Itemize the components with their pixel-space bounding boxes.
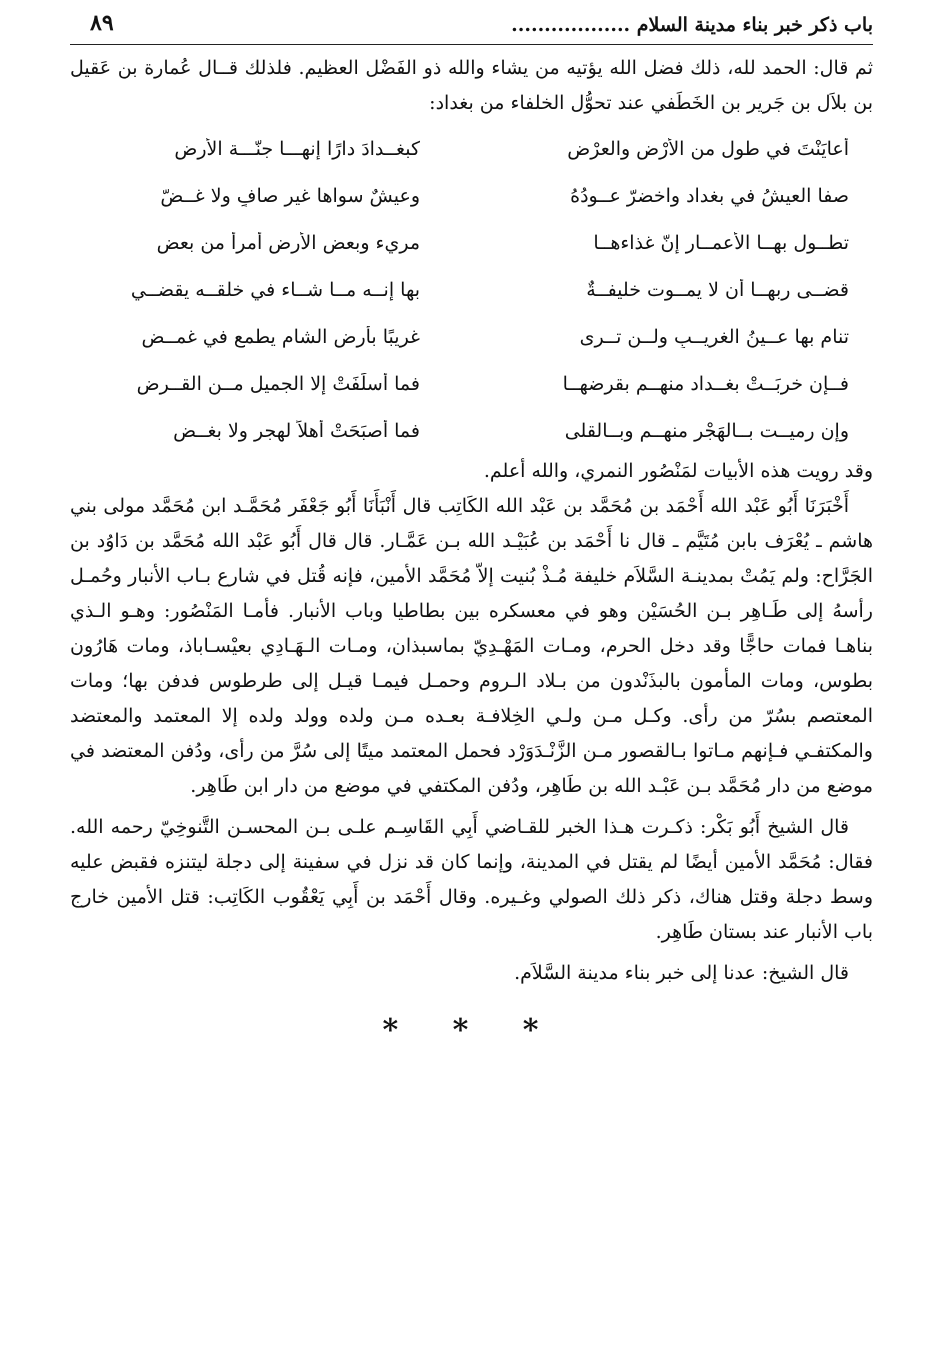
verse-second-hemistich: فما أسلَفَتْ إلا الجميل مــن القــرض xyxy=(136,372,420,395)
poem-verse xyxy=(100,219,849,266)
page-number: ٨٩ xyxy=(90,10,114,36)
section-separator: * * * xyxy=(382,1013,561,1048)
commentary-paragraph: قال الشيخ أَبُو بَكْر: ذكـرت هـذا الخبر للقـاضي أَبِي القَاسِـم علـى بـن المحسـن التَّنوخِيّ رحمه الله. فقال: مُحَمَّد الأمين أيضًا لم يقتل في المدينة، وإنما كان قد نزل في سفينة إلى دجلة ليتنزه فقبض عليه وسط دجلة وقتل هناك، ذكر ذلك الصولي وغـيره. وقال أَحْمَد بن أَبِي يَعْقُوب الكَاتِب: قتل الأمين خارج باب الأنبار عند بستان طَاهِر. xyxy=(70,816,873,943)
verse-second-hemistich: غريبًا بأرض الشام يطمع في غمــض xyxy=(141,325,420,348)
verse-second-hemistich: كبغــدادَ دارًا إنهـــا جنّـــة الأرض xyxy=(174,137,420,160)
verse-first-hemistich: فــإن خربَــتْ بغــداد منهــم بقرضهــا xyxy=(562,372,849,395)
narration-paragraph: أَخْبَرَنَا أَبُو عَبْد الله أَحْمَد بن مُحَمَّد بن عَبْد الله الكَاتِب قال أَنْبَأَنَا أَبُو جَعْفَر مُحَمَّـد ابن مُحَمَّد مولى بني هاشم ـ يُعْرَف بابن مُتَيَّم ـ قال نا أَحْمَد بن عُبَيْـد الله بـن عَمَّـار. قال قال أَبُو عَبْد الله مُحَمَّد بن دَاوُد بن الجَرَّاح: ولم يَمُتْ بمدينـة السَّلاَم خليفة مُـذْ بُنيت إلاّ مُحَمَّد الأمين، فإنه قُتل في شارع بـاب الأنبار وحُمـل رأسهُ إلى طَـاهِر بـن الحُسَيْن وهو في معسكره بين بطاطيا وباب الأنبار. فأمـا المَنْصُور: وهـو الـذي بناهـا فمات حاجًّا وقد دخل الحرم، ومـات المَهْـدِيّ بماسبذان، ومـات الـهَـادِي بعيْسـاباذ، ومات هَارُون بطوس، ومات المأمون بالبذَنْدون من بـلاد الـروم وحمـل فيمـا قيـل إلى طرطوس فدفن بها؛ ومات المعتصم بسُرّ من رأى. وكـل مـن ولـي الخِلافـة بعـده مـن ولده وولد ولده إلا المعتمد والمعتضد والمكتفـي فـإنهم مـاتوا بـالقصور مـن الزَّنْـدَوَرْد فحمل المعتمد ميتًا إلى سُرَّ من رأى، ودُفن المعتضد في موضع من دار مُحَمَّد بـن عَبْـد الله بن طَاهِر، ودُفن المكتفي في موضع من دار ابن طَاهِر. xyxy=(70,495,873,797)
verse-first-hemistich: قضــى ربهــا أن لا يمــوت خليفــةٌ xyxy=(586,278,849,301)
page-header xyxy=(70,6,873,45)
book-page xyxy=(70,6,873,1048)
verse-second-hemistich: بها إنــه مــا شــاء في خلقــه يقضــي xyxy=(130,278,420,301)
verse-second-hemistich: فما أصبَحَتْ أهلاً لهجر ولا بغــض xyxy=(173,419,420,442)
verse-second-hemistich: مريء وبعض الأرض أمرأ من بعض xyxy=(156,231,420,254)
verse-first-hemistich: تطــول بهــا الأعمــار إنّ غذاءهــا xyxy=(593,231,849,254)
running-title: باب ذكر خبر بناء مدينة السلام .................. xyxy=(511,14,873,36)
verse-second-hemistich: وعيشٌ سواها غير صافٍ ولا غــضّ xyxy=(160,184,420,207)
poem-verse xyxy=(100,407,849,454)
poem-verse xyxy=(100,266,849,313)
verse-first-hemistich: صفا العيشُ في بغداد واخضرّ عــودُهُ xyxy=(570,184,849,207)
poem-verse xyxy=(100,172,849,219)
after-poem-line: وقد رويت هذه الأبيات لمَنْصُور النمري، والله أعلم. xyxy=(483,460,873,482)
verse-first-hemistich: تنام بها عــينُ الغريــبِ ولــن تــرى xyxy=(579,325,849,348)
closing-paragraph: قال الشيخ: عدنا إلى خبر بناء مدينة السَّلاَم. xyxy=(514,962,849,984)
poem xyxy=(70,125,873,454)
verse-first-hemistich: وإن رميــت بــالهَجْر منهــم وبــالقلى xyxy=(564,419,849,442)
poem-verse xyxy=(100,125,849,172)
verse-first-hemistich: أعايَنْتَ في طول من الأرْضِ والعرْضِ xyxy=(567,137,849,160)
poem-verse xyxy=(100,313,849,360)
poem-verse xyxy=(100,360,849,407)
intro-paragraph: ثم قال: الحمد لله، ذلك فضل الله يؤتيه من يشاء والله ذو الفَضْل العظيم. فلذلك قــال عُمارة بن عَقيل بن بلاَل بن جَرير بن الخَطَفي عند تحوُّل الخلفاء من بغداد: xyxy=(70,57,873,114)
